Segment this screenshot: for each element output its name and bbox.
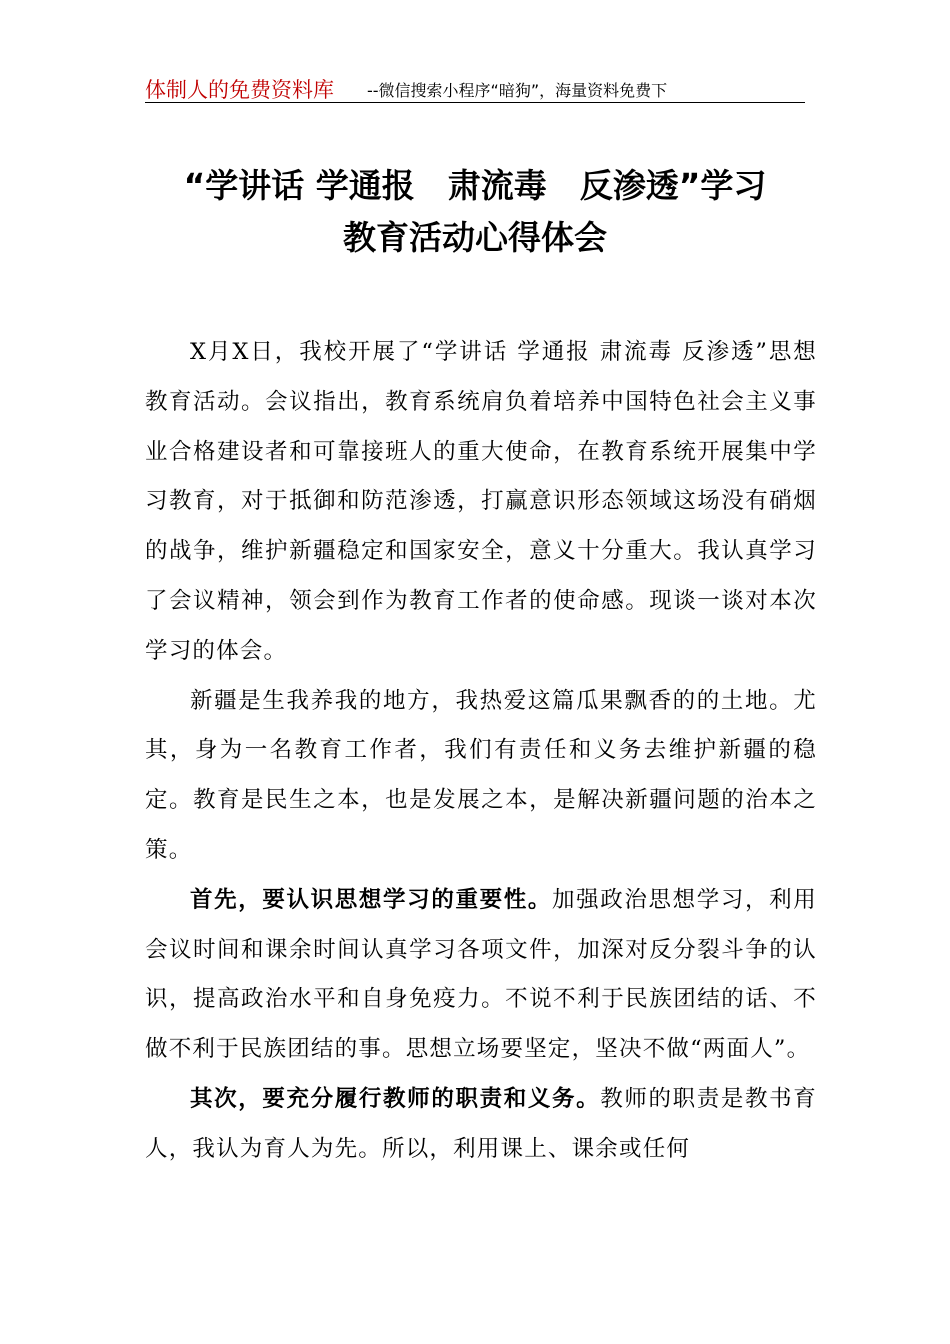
document-title <box>100 160 850 264</box>
document-body <box>145 328 817 1175</box>
paragraph-3 <box>145 876 817 1075</box>
paragraph-text: 教师的职责是教书育人，我认为育人为先。所以，利用课上、课余或任何 <box>145 1085 817 1162</box>
header-note: --微信搜索小程序“暗狗”，海量资料免费下 <box>367 81 668 100</box>
paragraph-text: 新疆是生我养我的地方，我热爱这篇瓜果飘香的的土地。尤其，身为一名教育工作者，我们有责任和义务去维护新疆的稳定。教育是民生之本，也是发展之本，是解决新疆问题的治本之策。 <box>145 687 817 863</box>
paragraph-text: X月X日，我校开展了“学讲话 学通报 肃流毒 反渗透”思想教育活动。会议指出，教育系统肩负着培养中国特色社会主义事业合格建设者和可靠接班人的重大使命，在教育系统开展集中学习教育，对于抵御和防范渗透，打赢意识形态领域这场没有硝烟的战争，维护新疆稳定和国家安全，意义十分重大。我认真学习了会议精神，领会到作为教育工作者的使命感。现谈一谈对本次学习的体会。 <box>145 339 817 664</box>
paragraph-4 <box>145 1075 817 1175</box>
title-line-1: “学讲话 学通报 肃流毒 反渗透”学习 <box>183 166 767 205</box>
title-line-2: 教育活动心得体会 <box>343 218 607 257</box>
header-brand: 体制人的免费资料库 <box>145 78 334 102</box>
paragraph-1 <box>145 328 817 677</box>
page-header <box>145 72 805 103</box>
paragraph-lead: 其次，要充分履行教师的职责和义务。 <box>190 1085 601 1112</box>
paragraph-lead: 首先，要认识思想学习的重要性。 <box>190 886 552 913</box>
paragraph-2 <box>145 677 817 876</box>
paragraph-text: 加强政治思想学习，利用会议时间和课余时间认真学习各项文件，加深对反分裂斗争的认识，提高政治水平和自身免疫力。不说不利于民族团结的话、不做不利于民族团结的事。思想立场要坚定，坚决不做“两面人”。 <box>145 886 817 1063</box>
